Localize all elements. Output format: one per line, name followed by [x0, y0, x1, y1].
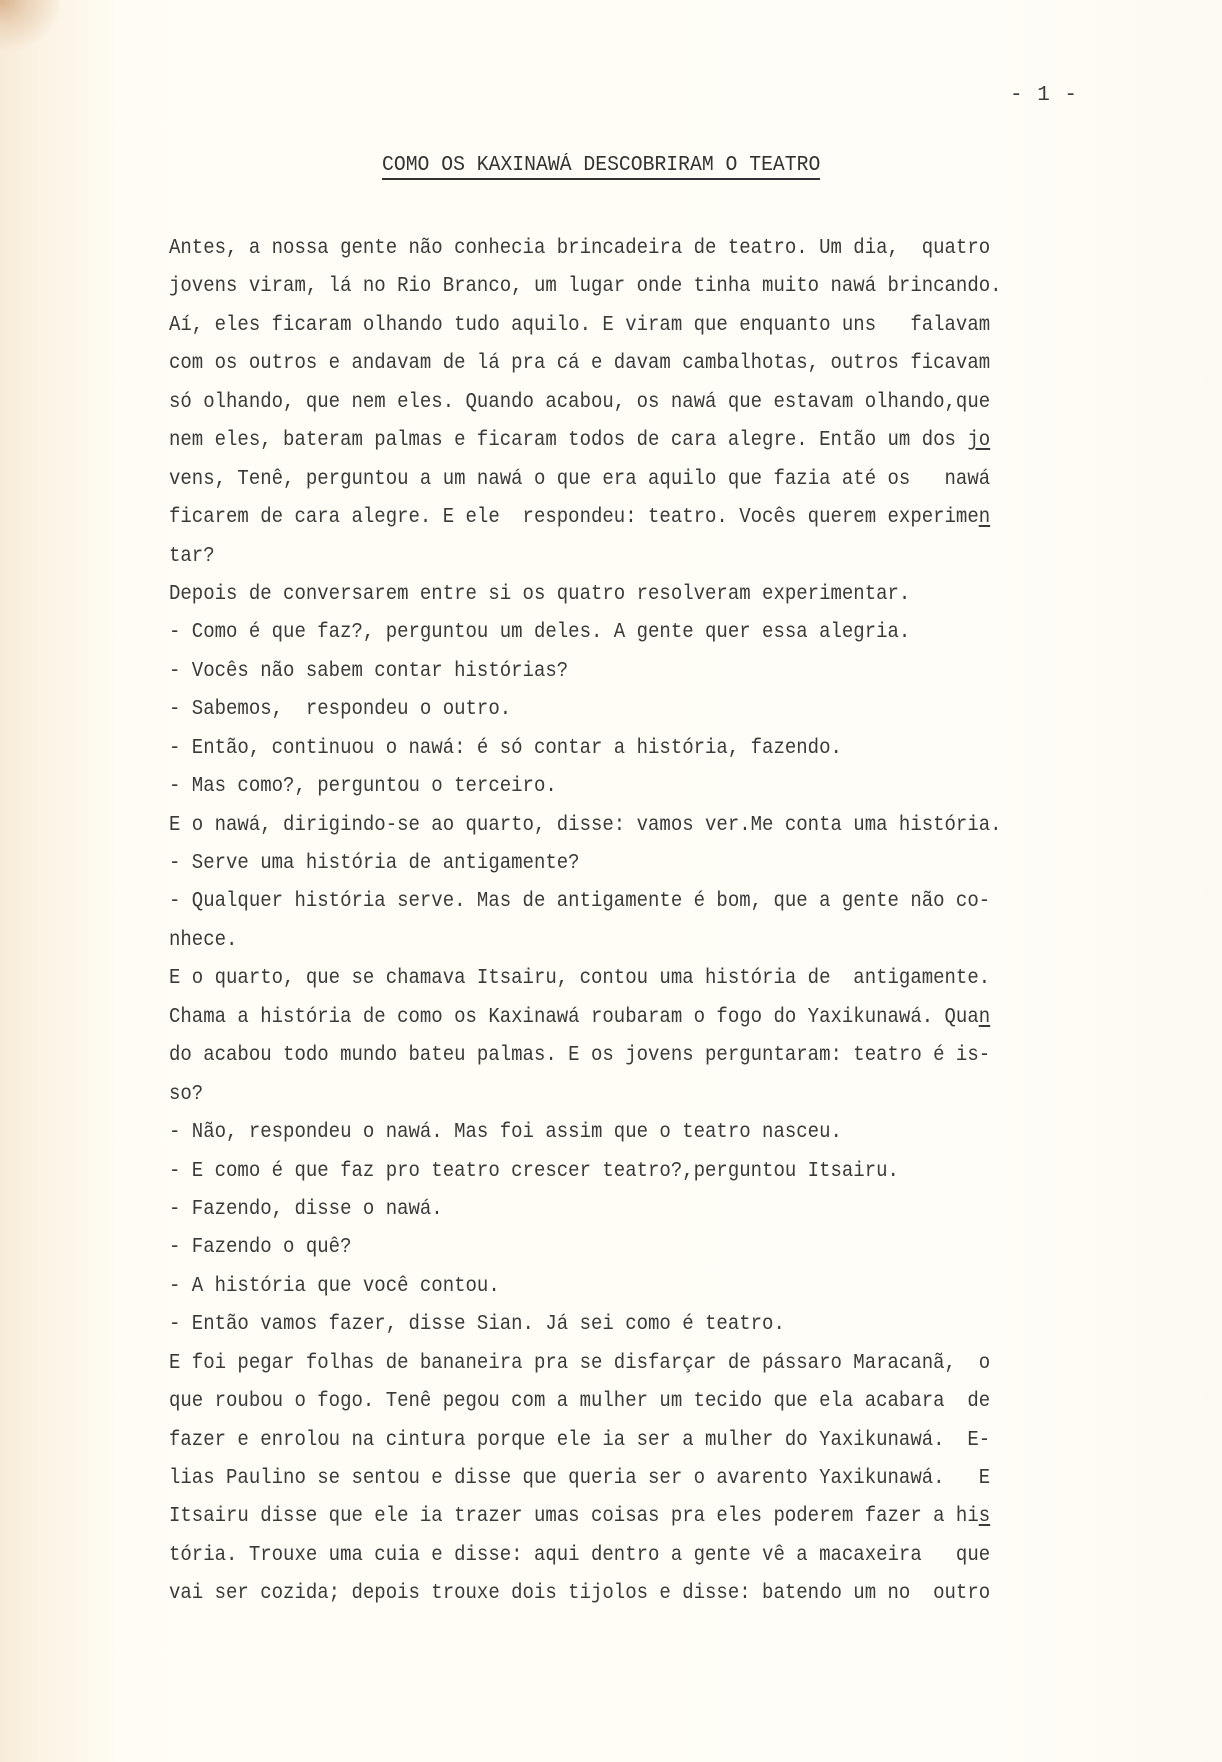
text-segment: que roubou o fogo. Tenê pegou com a mulher um tecido que ela acabara de — [169, 1390, 991, 1414]
text-line — [169, 230, 993, 268]
text-segment: fazer e enrolou na cintura porque ele ia ser a mulher do Yaxikunawá. E- — [169, 1428, 991, 1452]
text-line — [169, 538, 993, 576]
text-line — [169, 307, 993, 345]
page-number: - 1 - — [1010, 84, 1079, 107]
text-line — [169, 384, 993, 422]
text-line — [169, 922, 993, 960]
text-line — [169, 499, 993, 537]
text-segment: lias Paulino se sentou e disse que queria ser o avarento Yaxikunawá. E — [169, 1467, 991, 1490]
text-line — [169, 653, 993, 691]
text-segment: nhece. — [169, 928, 238, 952]
text-segment: - Fazendo, disse o nawá. — [169, 1197, 443, 1221]
text-line — [169, 1537, 993, 1575]
text-line — [169, 461, 993, 499]
text-segment: - Mas como?, perguntou o terceiro. — [169, 775, 557, 799]
text-segment: - Como é que faz?, perguntou um deles. A gente quer essa alegria. — [169, 621, 911, 645]
text-segment: - Então vamos fazer, disse Sian. Já sei como é teatro. — [169, 1313, 785, 1337]
text-line — [169, 576, 993, 614]
text-line — [169, 1575, 993, 1613]
text-segment: tar? — [169, 544, 215, 568]
text-segment: tória. Trouxe uma cuia e disse: aqui dentro a gente vê a macaxeira que — [169, 1543, 991, 1567]
text-segment: E o nawá, dirigindo-se ao quarto, disse: vamos ver.Me conta uma história. — [169, 813, 1002, 837]
text-line — [169, 999, 993, 1037]
text-segment: E foi pegar folhas de bananeira pra se disfarçar de pássaro Maracanã, o — [169, 1351, 991, 1375]
text-segment: Depois de conversarem entre si os quatro resolveram experimentar. — [169, 582, 911, 606]
text-segment: com os outros e andavam de lá pra cá e davam cambalhotas, outros ficavam — [169, 352, 991, 376]
text-segment: - E como é que faz pro teatro crescer teatro?,perguntou Itsairu. — [169, 1159, 899, 1183]
text-line — [169, 345, 993, 383]
underlined-hyphenation-mark: s — [978, 1505, 991, 1529]
text-line — [169, 614, 993, 652]
underlined-hyphenation-mark: jo — [967, 429, 991, 453]
text-segment: - Qualquer história serve. Mas de antigamente é bom, que a gente não co- — [169, 890, 991, 914]
paper-stain — [0, 0, 60, 50]
text-segment: do acabou todo mundo bateu palmas. E os jovens perguntaram: teatro é is- — [169, 1044, 991, 1068]
text-segment: - Vocês não sabem contar histórias? — [169, 659, 569, 683]
text-line — [169, 730, 993, 768]
document-title: COMO OS KAXINAWÁ DESCOBRIRAM O TEATRO — [382, 154, 820, 180]
text-segment: Itsairu disse que ele ia trazer umas coisas pra eles poderem fazer a hi — [169, 1505, 979, 1529]
text-segment: - Fazendo o quê? — [169, 1236, 352, 1260]
text-line — [169, 1460, 993, 1498]
text-line — [169, 1422, 993, 1460]
text-segment: Antes, a nossa gente não conhecia brincadeira de teatro. Um dia, quatro — [169, 237, 991, 260]
text-line — [169, 768, 993, 806]
underlined-hyphenation-mark: n — [978, 1005, 991, 1029]
text-line — [169, 1114, 993, 1152]
text-line — [169, 1345, 993, 1383]
text-line — [169, 1268, 993, 1306]
text-line — [169, 807, 1002, 845]
text-line — [169, 1076, 993, 1114]
text-line — [169, 1498, 993, 1536]
text-segment: E o quarto, que se chamava Itsairu, contou uma história de antigamente. — [169, 967, 991, 991]
text-segment: so? — [169, 1082, 204, 1106]
text-line — [169, 422, 993, 460]
text-line — [169, 268, 1002, 306]
text-line — [169, 1306, 993, 1344]
body-text — [169, 230, 1079, 1614]
text-segment: - Sabemos, respondeu o outro. — [169, 698, 512, 722]
text-segment: ficarem de cara alegre. E ele respondeu: teatro. Vocês querem experime — [169, 506, 979, 530]
text-segment: Chama a história de como os Kaxinawá roubaram o fogo do Yaxikunawá. Qua — [169, 1005, 979, 1029]
text-line — [169, 1153, 993, 1191]
text-line — [169, 1383, 993, 1421]
text-segment: só olhando, que nem eles. Quando acabou, os nawá que estavam olhando,que — [169, 390, 991, 414]
text-line — [169, 883, 993, 921]
text-line — [169, 960, 993, 998]
text-segment: vens, Tenê, perguntou a um nawá o que era aquilo que fazia até os nawá — [169, 467, 991, 491]
text-segment: - Não, respondeu o nawá. Mas foi assim que o teatro nasceu. — [169, 1121, 842, 1145]
text-segment: - Então, continuou o nawá: é só contar a história, fazendo. — [169, 736, 842, 760]
underlined-hyphenation-mark: n — [978, 506, 991, 530]
text-segment: - Serve uma história de antigamente? — [169, 852, 580, 875]
text-segment: nem eles, bateram palmas e ficaram todos de cara alegre. Então um dos — [169, 429, 968, 453]
text-segment: Aí, eles ficaram olhando tudo aquilo. E viram que enquanto uns falavam — [169, 313, 991, 337]
text-segment: - A história que você contou. — [169, 1274, 500, 1298]
text-segment: vai ser cozida; depois trouxe dois tijolos e disse: batendo um no outro — [169, 1582, 991, 1606]
text-line — [169, 691, 993, 729]
text-line — [169, 1229, 993, 1267]
text-line — [169, 1191, 993, 1229]
text-line — [169, 1037, 993, 1075]
text-line — [169, 845, 993, 883]
text-segment: jovens viram, lá no Rio Branco, um lugar onde tinha muito nawá brincando. — [169, 275, 1002, 299]
